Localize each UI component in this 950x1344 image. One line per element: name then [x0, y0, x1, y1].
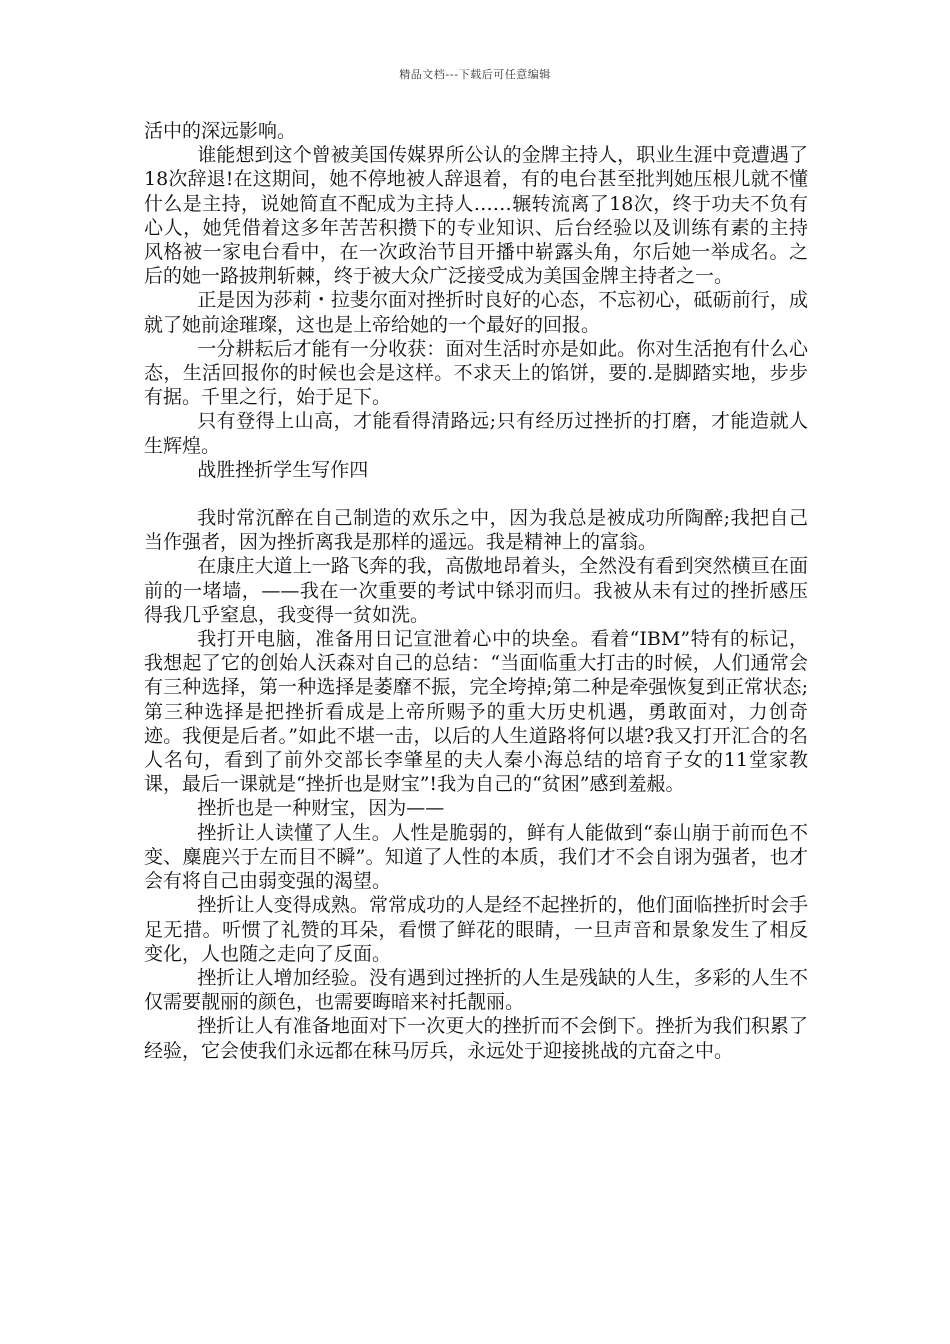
document-body — [144, 119, 808, 1063]
section-title: 战胜挫折学生写作四 — [197, 458, 369, 481]
paragraph: 我打开电脑，准备用日记宣泄着心中的块垒。看着“IBM”特有的标记，我想起了它的创始人沃森对自己的总结：“当面临重大打击的时候，人们通常会有三种选择，第一种选择是萎靡不振，完全垮掉;第二种是牵强恢复到正常状态;第三种选择是把挫折看成是上帝所赐予的重大历史机遇，勇敢面对，力创奇迹。我便是后者。”如此不堪一击，以后的人生道路将何以堪?我又打开汇合的名人名句，看到了前外交部长李肇星的夫人秦小海总结的培育子女的11堂家教课，最后一课就是“挫折也是财宝”!我为自己的“贫困”感到羞赧。 — [144, 628, 808, 796]
paragraph: 活中的深远影响。 — [144, 120, 297, 142]
paragraph: 正是因为莎莉・拉斐尔面对挫折时良好的心态，不忘初心，砥砺前行，成就了她前途璀璨，这也是上帝给她的一个最好的回报。 — [144, 289, 808, 336]
paragraph: 谁能想到这个曾被美国传媒界所公认的金牌主持人，职业生涯中竟遭遇了18次辞退!在这期间，她不停地被人辞退着，有的电台甚至批判她压根儿就不懂什么是主持，说她简直不配成为主持人……辗转流离了18次，终于功夫不负有心人，她凭借着这多年苦苦积攒下的专业知识、后台经验以及训练有素的主持风格被一家电台看中，在一次政治节目开播中崭露头角，尔后她一举成名。之后的她一路披荆斩棘，终于被大众广泛接受成为美国金牌主持者之一。 — [144, 144, 808, 288]
paragraph: 挫折让人变得成熟。常常成功的人是经不起挫折的，他们面临挫折时会手足无措。听惯了礼赞的耳朵，看惯了鲜花的眼睛，一旦声音和景象发生了相反变化，人也随之走向了反面。 — [144, 894, 808, 965]
paragraph: 挫折让人有准备地面对下一次更大的挫折而不会倒下。挫折为我们积累了经验，它会使我们永远都在秣马厉兵，永远处于迎接挑战的亢奋之中。 — [144, 1015, 808, 1062]
paragraph: 挫折也是一种财宝，因为—— — [197, 797, 445, 820]
paragraph: 我时常沉醉在自己制造的欢乐之中，因为我总是被成功所陶醉;我把自己当作强者，因为挫折离我是那样的遥远。我是精神上的富翁。 — [144, 507, 808, 554]
paragraph: 在康庄大道上一路飞奔的我，高傲地昂着头，全然没有看到突然横亘在面前的一堵墙，——我在一次重要的考试中铩羽而归。我被从未有过的挫折感压得我几乎窒息，我变得一贫如洗。 — [144, 555, 808, 626]
paragraph: 挫折让人读懂了人生。人性是脆弱的，鲜有人能做到“泰山崩于前而色不变、麋鹿兴于左而目不瞬”。知道了人性的本质，我们才不会自诩为强者，也才会有将自己由弱变强的渴望。 — [144, 821, 808, 893]
paragraph: 一分耕耘后才能有一分收获：面对生活时亦是如此。你对生活抱有什么心态，生活回报你的时候也会是这样。不求天上的馅饼，要的.是脚踏实地，步步有据。千里之行，始于足下。 — [144, 337, 808, 409]
paragraph: 只有登得上山高，才能看得清路远;只有经历过挫折的打磨，才能造就人生辉煌。 — [144, 410, 808, 457]
page-header: 精品文档---下载后可任意编辑 — [399, 68, 551, 81]
paragraph: 挫折让人增加经验。没有遇到过挫折的人生是残缺的人生，多彩的人生不仅需要靓丽的颜色，也需要晦暗来衬托靓丽。 — [144, 966, 808, 1014]
